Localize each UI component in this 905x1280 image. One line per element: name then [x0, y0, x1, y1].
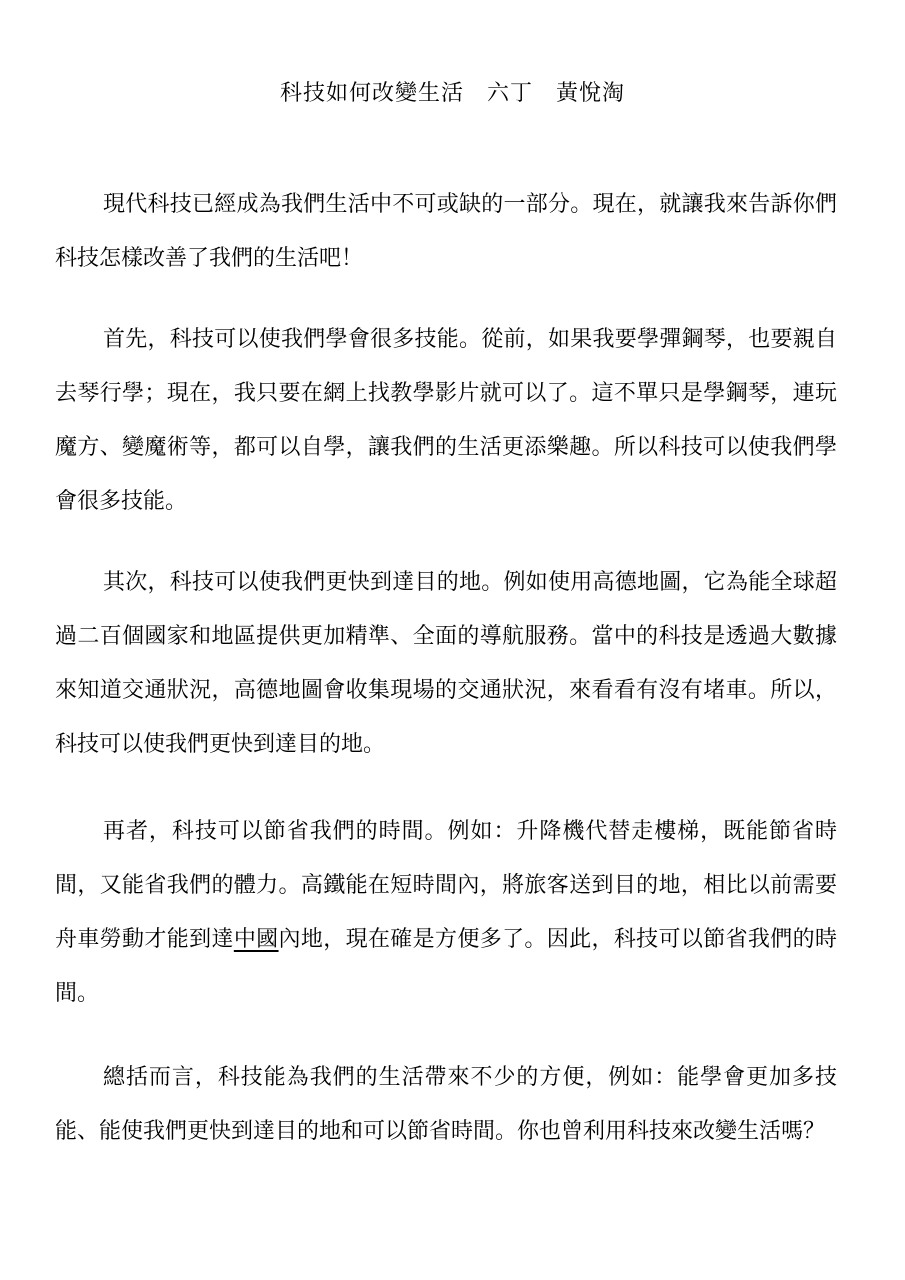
paragraph-time-saving-text-after: 內地，現在確是方便多了。因此，科技可以節省我們的時間。	[55, 927, 837, 1006]
paragraph-conclusion: 總括而言，科技能為我們的生活帶來不少的方便，例如：能學會更加多技能、能使我們更快到達目的地和可以節省時間。你也曾利用科技來改變生活嗎？	[55, 1065, 837, 1144]
paragraph-time-saving-text-before: 再者，科技可以節省我們的時間。例如：升降機代替走樓梯，既能節省時間，又能省我們的體力。高鐵能在短時間內，將旅客送到目的地，相比以前需要舟車勞動才能到達	[55, 819, 837, 952]
essay-title: 科技如何改變生活 六丁 黃悅淘	[279, 81, 625, 106]
paragraph-intro: 現代科技已經成為我們生活中不可或缺的一部分。現在，就讓我來告訴你們科技怎樣改善了我們的生活吧！	[55, 192, 837, 271]
paragraph-skills: 首先，科技可以使我們學會很多技能。從前，如果我要學彈鋼琴，也要親自去琴行學；現在，我只要在網上找教學影片就可以了。這不單只是學鋼琴，連玩魔方、變魔術等，都可以自學，讓我們的生活更添樂趣。所以科技可以使我們學會很多技能。	[55, 327, 837, 514]
paragraph-navigation: 其次，科技可以使我們更快到達目的地。例如使用高德地圖，它為能全球超過二百個國家和地區提供更加精準、全面的導航服務。當中的科技是透過大數據來知道交通狀況，高德地圖會收集現場的交通狀況，來看看有沒有堵車。所以，科技可以使我們更快到達目的地。	[55, 570, 837, 757]
underlined-place-name: 中國	[233, 927, 279, 952]
paragraph-time-saving	[55, 805, 837, 1021]
